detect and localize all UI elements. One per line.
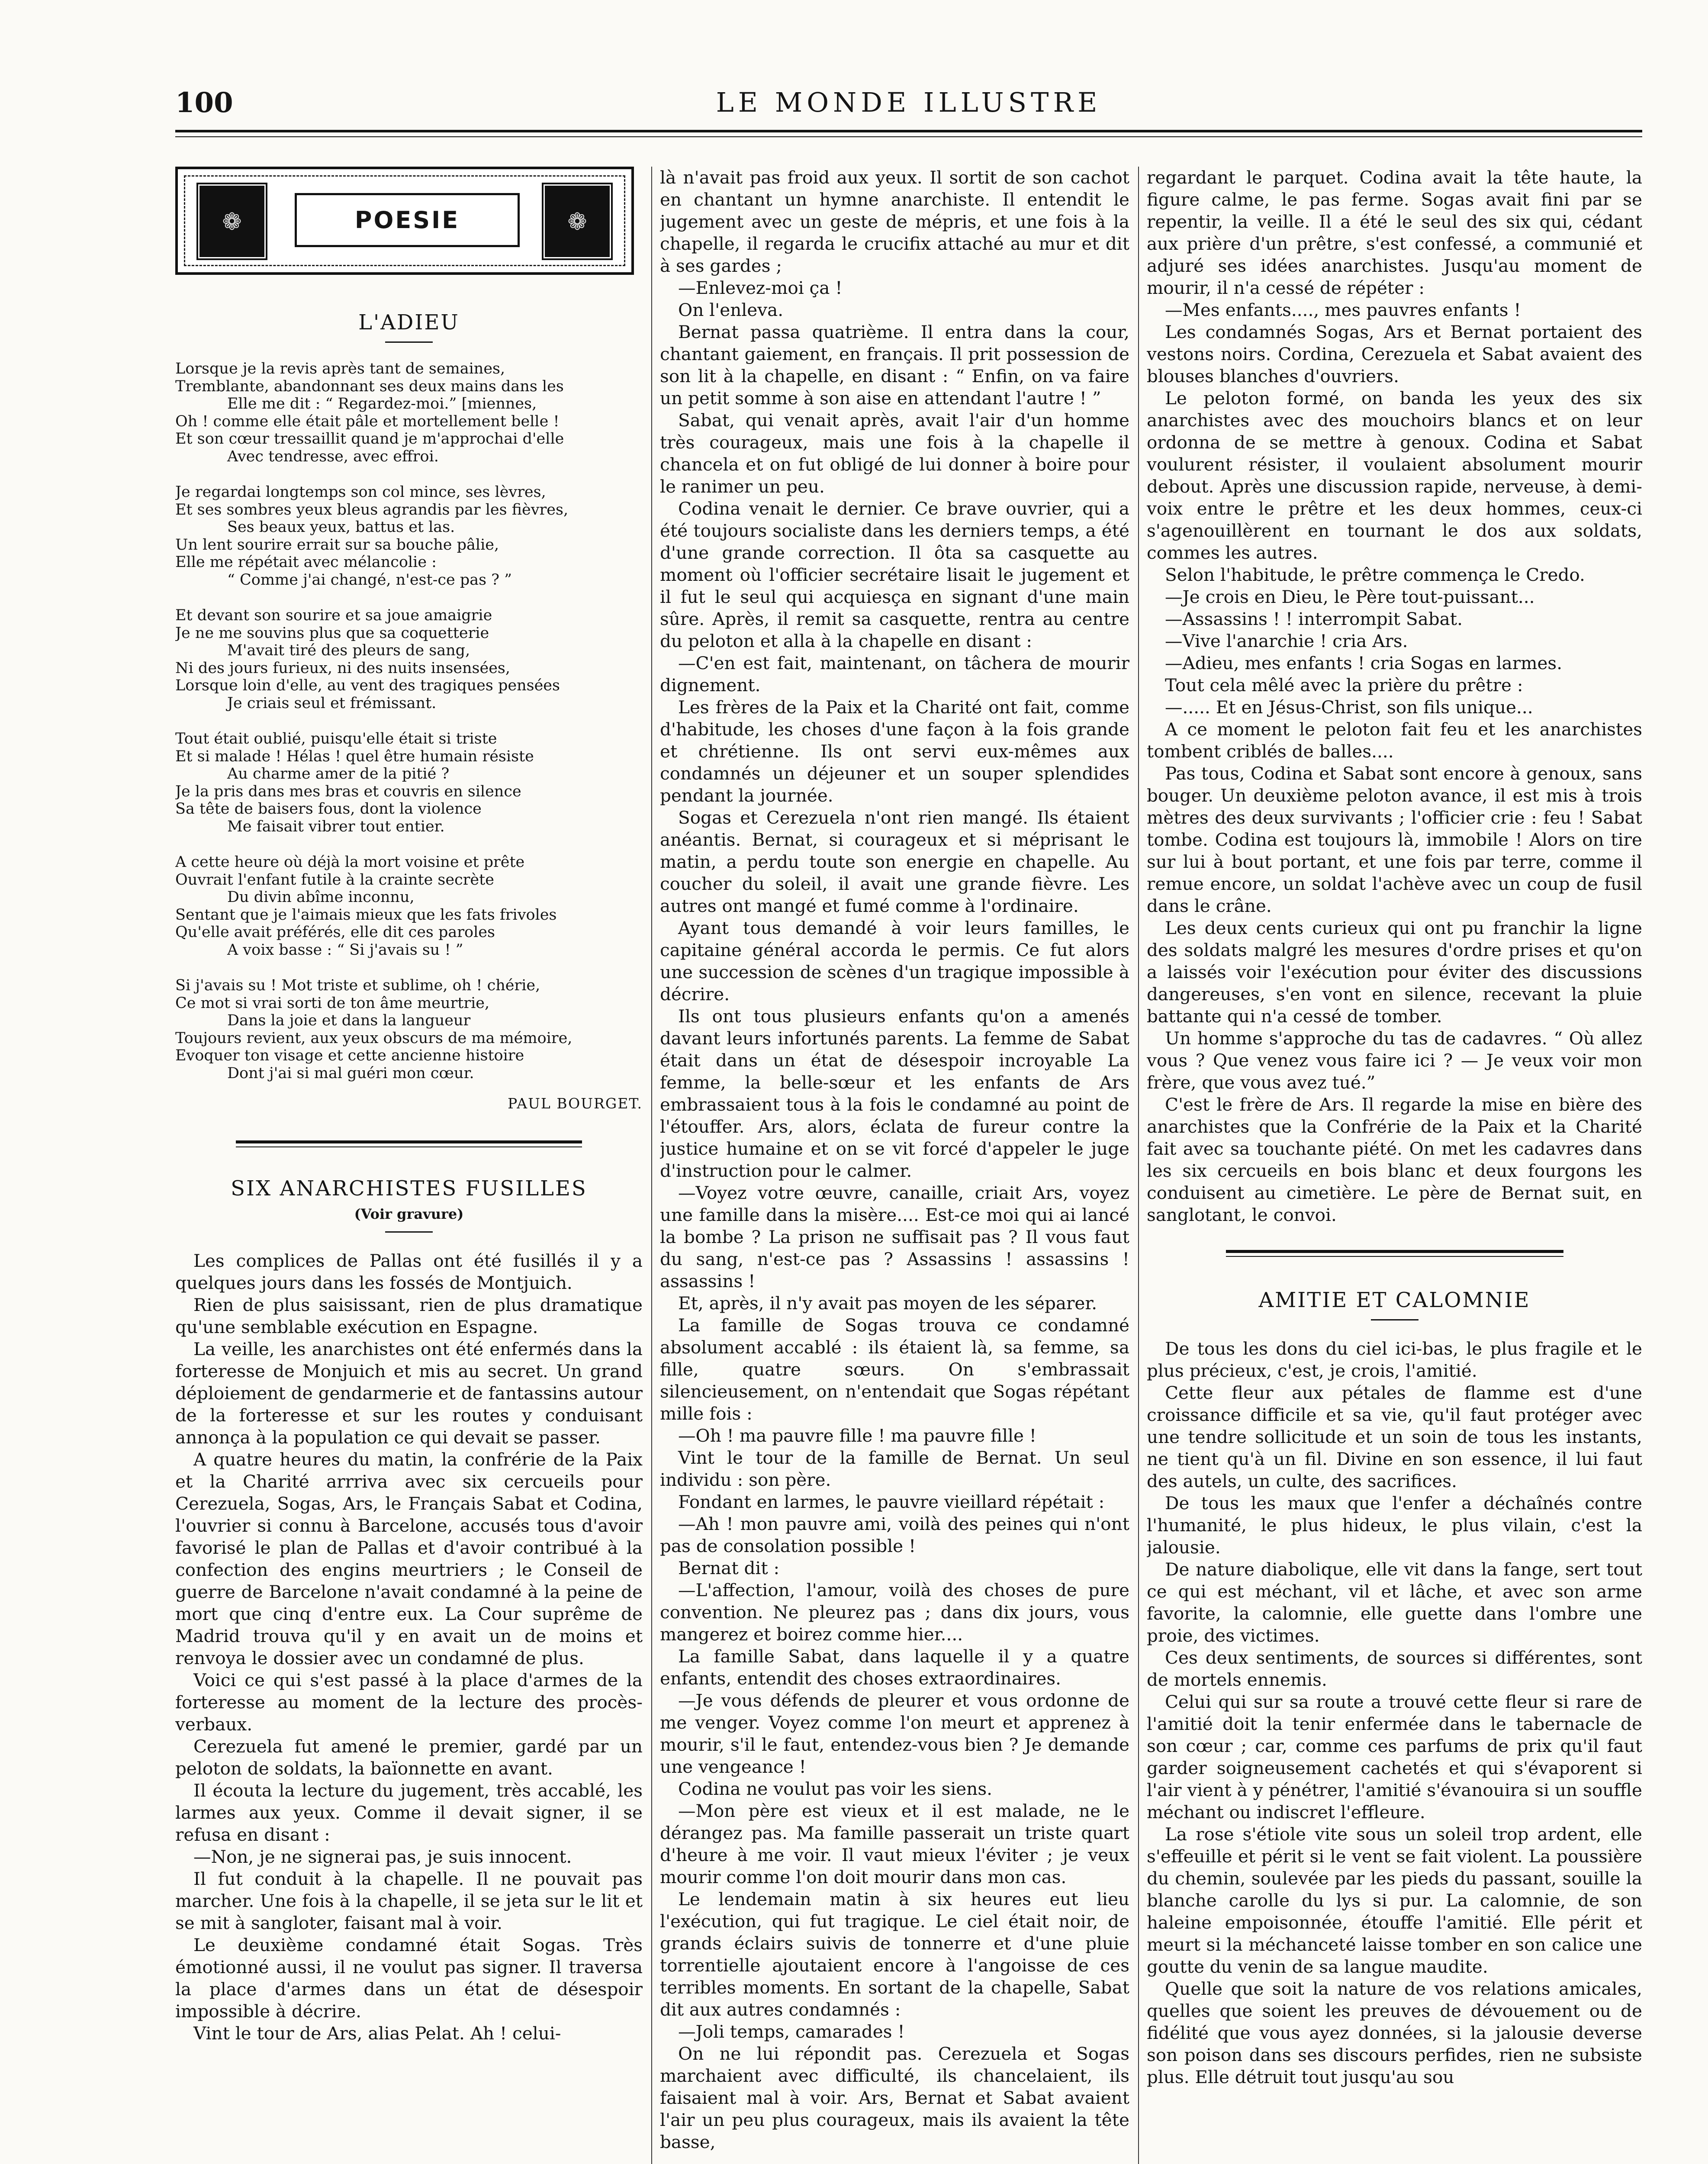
paragraph: —L'affection, l'amour, voilà des choses de pure convention. Ne pleurez pas ; dans dix jours, vous mangerez et boirez comme hier.... [660, 1580, 1129, 1645]
paragraph: Cette fleur aux pétales de flamme est d'une croissance difficile et sa vie, qu'il faut protéger avec une tendre sollicitude et un soin de tous les instants, ne tient qu'à un fil. Divine en son essence, il lui faut des autels, un culte, des sacrifices. [1147, 1382, 1642, 1491]
poem-line: Oh ! comme elle était pâle et mortellement belle ! [175, 412, 560, 430]
paragraph: Voici ce qui s'est passé à la place d'armes de la forteresse au moment de la lecture des procès-verbaux. [175, 1670, 643, 1735]
article-text [175, 1250, 643, 2045]
poem-title: L'ADIEU [358, 310, 460, 335]
poem-line: Si j'avais su ! Mot triste et sublime, oh ! chérie, [175, 977, 540, 994]
paragraph: —Enlevez-moi ça ! [678, 277, 843, 298]
poem-line: Elle me répétait avec mélancolie : [175, 554, 437, 571]
poem-line: Avec tendresse, avec effroi. [227, 448, 439, 465]
paragraph: Un homme s'approche du tas de cadavres. “ Où allez vous ? Que venez vous faire ici ? — Je veux voir mon frère, que vous avez tué.” [1147, 1028, 1642, 1093]
paragraph: —Oh ! ma pauvre fille ! ma pauvre fille ! [678, 1425, 1037, 1446]
paragraph: De tous les dons du ciel ici-bas, le plus fragile et le plus précieux, c'est, je crois, l'amitié. [1147, 1338, 1642, 1381]
poem-line: Et son cœur tressaillit quand je m'approchai d'elle [175, 430, 564, 448]
poem-line: Elle me dit : “ Regardez-moi.” [miennes, [227, 395, 537, 412]
poem-line: Dont j'ai si mal guéri mon cœur. [227, 1064, 474, 1082]
paragraph: —Ah ! mon pauvre ami, voilà des peines qui n'ont pas de consolation possible ! [660, 1514, 1129, 1556]
header-rule-thick [175, 130, 1642, 132]
poem-line: Ouvrait l'enfant futile à la crainte secrète [175, 871, 494, 889]
poem-line: Du divin abîme inconnu, [227, 889, 415, 906]
article-text [660, 167, 1129, 2153]
poem-line: Tremblante, abandonnant ses deux mains dans les [175, 377, 564, 395]
paragraph: là n'avait pas froid aux yeux. Il sortit de son cachot en chantant un hymne anarchiste. Il entendit le jugement avec un geste de mépris, et une fois à la chapelle, il regarda le crucifix attaché au mur et dit à ses gardes ; [660, 167, 1129, 276]
article-text [1147, 1338, 1642, 2088]
poem-line: Dans la joie et dans la langueur [227, 1012, 471, 1029]
poem-line: Me faisait vibrer tout entier. [227, 818, 445, 835]
paragraph: Pas tous, Codina et Sabat sont encore à genoux, sans bouger. Un deuxième peloton avance, il est mis à trois mètres des deux survivants ; l'officier crie : feu ! Sabat tombe. Codina est toujours là, immobile ! Alors on tire sur lui à bout portant, et une fois par terre, comme il remue encore, un soldat l'achève avec un coup de fusil dans le crâne. [1147, 763, 1642, 916]
section-separator [236, 1140, 582, 1147]
poem-signature: PAUL BOURGET. [508, 1095, 643, 1112]
poem-line: Tout était oublié, puisqu'elle était si triste [175, 730, 497, 747]
paragraph: Les deux cents curieux qui ont pu franchir la ligne des soldats malgré les mesures d'ordre prises et qu'on a laissés voir l'exécution pour éviter des discussions dangereuses, s'en vont en silence, recevant la pluie battante qui n'a cessé de tomber. [1147, 918, 1642, 1027]
paragraph: La famille Sabat, dans laquelle il y a quatre enfants, entendit des choses extraordinaires. [660, 1646, 1129, 1689]
paragraph: Selon l'habitude, le prêtre commença le Credo. [1165, 564, 1585, 585]
paragraph: —Vive l'anarchie ! cria Ars. [1165, 631, 1408, 651]
paragraph: Fondant en larmes, le pauvre vieillard répétait : [678, 1491, 1105, 1512]
page-number: 100 [175, 87, 233, 119]
paragraph: La rose s'étiole vite sous un soleil trop ardent, elle s'effeuille et périt si le vent se fait violent. La poussière du chemin, soulevée par les pieds du passant, souille la blanche carolle du lys si pur. La calomnie, de son haleine empoisonnée, étouffe l'amitié. Elle périt et meurt si la méchanceté laisse tomber en son calice une goutte du venin de sa langue maudite. [1147, 1824, 1642, 1977]
paragraph: Vint le tour de Ars, alias Pelat. Ah ! celui- [193, 2023, 561, 2044]
poem-line: Je regardai longtemps son col mince, ses lèvres, [175, 483, 546, 501]
paragraph: —Mon père est vieux et il est malade, ne le dérangez pas. Ma famille passerait un triste quart d'heure à me voir. Il vaut mieux l'éviter ; je veux mourir comme l'on doit mourir dans mon cas. [660, 1800, 1129, 1887]
paragraph: Sabat, qui venait après, avait l'air d'un homme très courageux, mais une fois à la chapelle il chancela et on fut obligé de lui donner à boire pour le ranimer un peu. [660, 410, 1129, 497]
paragraph: On ne lui répondit pas. Cerezuela et Sogas marchaient avec difficulté, ils chancelaient, ils faisaient mal à voir. Ars, Bernat et Sabat avaient l'air un peu plus courageux, mais ils avaient la tête basse, [660, 2043, 1129, 2152]
poem-line: Je ne me souvins plus que sa coquetterie [175, 624, 489, 642]
poem-stanza [175, 853, 643, 959]
title-rule [1371, 1319, 1419, 1320]
header-rule-thin [175, 136, 1642, 137]
paragraph: Et, après, il n'y avait pas moyen de les séparer. [678, 1293, 1097, 1314]
poem-body [175, 360, 643, 1082]
poem-line: Ses beaux yeux, battus et las. [227, 518, 455, 536]
banner-label: POESIE [295, 193, 520, 247]
title-rule [385, 341, 433, 343]
paragraph: Les condamnés Sogas, Ars et Bernat portaient des vestons noirs. Cordina, Cerezuela et Sabat avaient des blouses blanches d'ouvriers. [1147, 322, 1642, 386]
ornament-left-icon: ❁ [195, 181, 269, 261]
paragraph: C'est le frère de Ars. Il regarde la mise en bière des anarchistes que la Confrérie de la Paix et la Charité fait avec sa touchante piété. On met les cadavres dans les six cercueils en bois blanc et deux fourgons les conduisent au cimetière. Le père de Bernat suit, en sanglotant, le convoi. [1147, 1094, 1642, 1225]
paragraph: Il écouta la lecture du jugement, très accablé, les larmes aux yeux. Comme il devait signer, il se refusa en disant : [175, 1780, 643, 1845]
column-divider [1138, 167, 1139, 2164]
poem-line: “ Comme j'ai changé, n'est-ce pas ? ” [227, 571, 512, 589]
section-separator [1226, 1250, 1563, 1257]
poem-line: M'avait tiré des pleurs de sang, [227, 642, 470, 659]
paragraph: Ayant tous demandé à voir leurs familles, le capitaine général accorda le permis. Ce fut alors une succession de scènes d'un tragique impossible à décrire. [660, 918, 1129, 1005]
masthead: LE MONDE ILLUSTRE [716, 87, 1102, 118]
paragraph: —..... Et en Jésus-Christ, son fils unique... [1165, 697, 1533, 718]
paragraph: Celui qui sur sa route a trouvé cette fleur si rare de l'amitié doit la tenir enfermée dans le tabernacle de son cœur ; car, comme ces parfums de prix qu'il faut garder soigneusement cachetés et qui s'évaporent si l'air vient à y pénétrer, l'amitié s'évanouira si un souffle méchant ou indiscret l'effleure. [1147, 1691, 1642, 1823]
poem-line: A cette heure où déjà la mort voisine et prête [175, 853, 525, 871]
poem-line: Sentant que je l'aimais mieux que les fats frivoles [175, 906, 557, 924]
paragraph: Tout cela mêlé avec la prière du prêtre : [1165, 675, 1523, 696]
poem-stanza [175, 607, 643, 712]
poem-stanza [175, 360, 643, 465]
poem-line: Un lent sourire errait sur sa bouche pâlie, [175, 536, 499, 554]
paragraph: Codina ne voulut pas voir les siens. [678, 1778, 993, 1799]
paragraph: —Joli temps, camarades ! [678, 2021, 905, 2042]
poem-line: Je la pris dans mes bras et couvris en silence [175, 783, 521, 800]
article-title: SIX ANARCHISTES FUSILLES [231, 1176, 587, 1201]
poem-line: Ce mot si vrai sorti de ton âme meurtrie, [175, 994, 490, 1012]
paragraph: —Non, je ne signerai pas, je suis innocent. [193, 1846, 572, 1867]
paragraph: —Assassins ! ! interrompit Sabat. [1165, 609, 1463, 629]
paragraph: Ces deux sentiments, de sources si différentes, sont de mortels ennemis. [1147, 1647, 1642, 1690]
poem-line: Et si malade ! Hélas ! quel être humain résiste [175, 747, 534, 765]
poem-line: Je criais seul et frémissant. [227, 694, 437, 712]
poem-line: Au charme amer de la pitié ? [227, 765, 450, 783]
poetry-banner [175, 167, 634, 275]
poem-line: Lorsque je la revis après tant de semaines, [175, 360, 505, 377]
paragraph: La famille de Sogas trouva ce condamné absolument accablé : ils étaient là, sa femme, sa fille, quatre sœurs. On s'embrassait silencieusement, on n'entendait que Sogas répétant mille fois : [660, 1315, 1129, 1424]
poem-line: Evoquer ton visage et cette ancienne histoire [175, 1047, 524, 1064]
paragraph: Rien de plus saisissant, rien de plus dramatique qu'une semblable exécution en Espagne. [175, 1295, 643, 1337]
paragraph: De tous les maux que l'enfer a déchaînés contre l'humanité, le plus hideux, le plus vilain, c'est la jalousie. [1147, 1493, 1642, 1558]
article-title: AMITIE ET CALOMNIE [1258, 1288, 1531, 1312]
paragraph: On l'enleva. [678, 299, 784, 320]
paragraph: Quelle que soit la nature de vos relations amicales, quelles que soient les preuves de dévouement ou de fidélité que vous ayez données, si la jalousie deverse son poison dans ses discours perfides, rien ne subsiste plus. Elle détruit tout jusqu'au sou [1147, 1978, 1642, 2087]
paragraph: Les complices de Pallas ont été fusillés il y a quelques jours dans les fossés de Montjuich. [175, 1250, 643, 1293]
poem-line: Ni des jours furieux, ni des nuits insensées, [175, 659, 511, 677]
paragraph: Le deuxième condamné était Sogas. Très émotionné aussi, il ne voulut pas signer. Il traversa la place d'armes dans un état de désespoir impossible à décrire. [175, 1935, 643, 2022]
paragraph: Cerezuela fut amené le premier, gardé par un peloton de soldats, la baïonnette en avant. [175, 1736, 643, 1779]
paragraph: —Je crois en Dieu, le Père tout-puissant... [1165, 586, 1535, 607]
paragraph: —Adieu, mes enfants ! cria Sogas en larmes. [1165, 653, 1563, 673]
paragraph: Ils ont tous plusieurs enfants qu'on a amenés davant leurs infortunés parents. La femme de Sabat était dans un état de désespoir incroyable La femme, la belle-sœur et les enfants de Ars embrassaient tous à la fois le condamné au point de l'étouffer. Ars, alors, éclata de fureur contre la justice humaine et on se vit forcé d'appeler le juge d'instruction pour le calmer. [660, 1006, 1129, 1181]
paragraph: Codina venait le dernier. Ce brave ouvrier, qui a été toujours socialiste dans les derniers temps, a été d'une grande correction. Il ôta sa casquette au moment où l'officier secrétaire lisait le jugement et il fut le seul qui acquiesça en signant d'une main sûre. Après, il remit sa casquette, rentra au centre du peloton et alla à la chapelle en disant : [660, 498, 1129, 651]
paragraph: La veille, les anarchistes ont été enfermés dans la forteresse de Monjuich et mis au secret. Un grand déploiement de gendarmerie et de fantassins autour de la forteresse et sur les routes y conduisant annonça à la population ce qui devait se passer. [175, 1339, 643, 1448]
paragraph: —Je vous défends de pleurer et vous ordonne de me venger. Voyez comme l'on meurt et apprenez à mourir, s'il le faut, entendez-vous bien ? Je demande une vengeance ! [660, 1690, 1129, 1777]
paragraph: A quatre heures du matin, la confrérie de la Paix et la Charité arrriva avec six cercueils pour Cerezuela, Sogas, Ars, le Français Sabat et Codina, l'ouvrier si connu à Barcelone, accusés tous d'avoir favorisé le plan de Pallas et d'avoir contribué à la confection des engins meurtriers ; le Conseil de guerre de Barcelone n'avait condamné à la peine de mort que cinq d'entre eux. La Cour suprême de Madrid trouva qu'il y en avait un de moins et renvoya le dossier avec un condamné de plus. [175, 1449, 643, 1668]
poem-line: A voix basse : “ Si j'avais su ! ” [227, 941, 463, 959]
paragraph: regardant le parquet. Codina avait la tête haute, la figure calme, le pas ferme. Sogas avait fini par se repentir, la veille. Il a été le seul des six qui, cédant aux prière d'un prêtre, s'est confessé, a communié et adjuré ses idées anarchistes. Jusqu'au moment de mourir, il n'a cessé de répéter : [1147, 167, 1642, 298]
paragraph: Bernat dit : [678, 1558, 780, 1578]
poem-line: Lorsque loin d'elle, au vent des tragiques pensées [175, 677, 560, 694]
paragraph: Sogas et Cerezuela n'ont rien mangé. Ils étaient anéantis. Bernat, si courageux et si méprisant le matin, a perdu toute son energie en chapelle. Au coucher du soleil, il avait une grande fièvre. Les autres ont mangé et fumé comme à l'ordinaire. [660, 807, 1129, 916]
article-text [1147, 167, 1642, 1226]
paragraph: Vint le tour de la famille de Bernat. Un seul individu : son père. [660, 1447, 1129, 1490]
paragraph: Le lendemain matin à six heures eut lieu l'exécution, qui fut tragique. Le ciel était noir, de grands éclairs suivis de tonnerre et d'une pluie torrentielle ajoutaient encore à l'angoisse de ces terribles moments. En sortant de la chapelle, Sabat dit aux autres condamnés : [660, 1889, 1129, 2020]
poem-line: Sa tête de baisers fous, dont la violence [175, 800, 482, 818]
poem-line: Et ses sombres yeux bleus agrandis par les fièvres, [175, 501, 569, 518]
column-2 [660, 167, 1129, 2164]
article-subtitle: (Voir gravure) [354, 1206, 464, 1222]
paragraph: Le peloton formé, on banda les yeux des six anarchistes avec des mouchoirs blancs et on leur ordonna de se mettre à genoux. Codina et Sabat voulurent résister, il voulaient absolument mourir debout. Après une discussion rapide, nerveuse, à demi-voix entre le prêtre et les deux hommes, ceux-ci s'agenouillèrent en tournant le dos aux soldats, commes les autres. [1147, 388, 1642, 563]
poem-line: Et devant son sourire et sa joue amaigrie [175, 607, 492, 624]
paragraph: Il fut conduit à la chapelle. Il ne pouvait pas marcher. Une fois à la chapelle, il se jeta sur le lit et se mit à sangloter, faisant mal à voir. [175, 1868, 643, 1933]
poem-stanza [175, 483, 643, 589]
column-1 [175, 167, 643, 2164]
paragraph: Les frères de la Paix et la Charité ont fait, comme d'habitude, les choses d'une façon à la fois grande et chrétienne. Ils ont servi eux-mêmes aux condamnés un déjeuner et un souper splendides pendant la journée. [660, 697, 1129, 806]
paragraph: A ce moment le peloton fait feu et les anarchistes tombent criblés de balles.... [1147, 719, 1642, 762]
poem-stanza [175, 730, 643, 835]
ornament-right-icon: ❁ [540, 181, 614, 261]
poem-line: Qu'elle avait préférés, elle dit ces paroles [175, 924, 495, 941]
poem-line: Toujours revient, aux yeux obscurs de ma mémoire, [175, 1029, 573, 1047]
paragraph: Bernat passa quatrième. Il entra dans la cour, chantant gaiement, en français. Il prit possession de son lit à la chapelle, en disant : “ Enfin, on va faire un petit somme à son aise en attendant l'autre ! ” [660, 322, 1129, 409]
column-3 [1147, 167, 1642, 2164]
paragraph: —Voyez votre œuvre, canaille, criait Ars, voyez une famille dans la misère.... Est-ce moi qui ai lancé la bombe ? La prison ne suffisait pas ? Il vous faut du sang, n'est-ce pas ? Assassins ! assassins ! assassins ! [660, 1182, 1129, 1291]
paragraph: —Mes enfants...., mes pauvres enfants ! [1165, 299, 1521, 320]
column-divider [651, 167, 652, 2164]
title-rule [385, 1231, 433, 1233]
poem-stanza [175, 977, 643, 1082]
paragraph: De nature diabolique, elle vit dans la fange, sert tout ce qui est méchant, vil et lâche, et avec son arme favorite, la calomnie, elle guette dans l'ombre une proie, des victimes. [1147, 1559, 1642, 1646]
paragraph: —C'en est fait, maintenant, on tâchera de mourir dignement. [660, 653, 1129, 696]
